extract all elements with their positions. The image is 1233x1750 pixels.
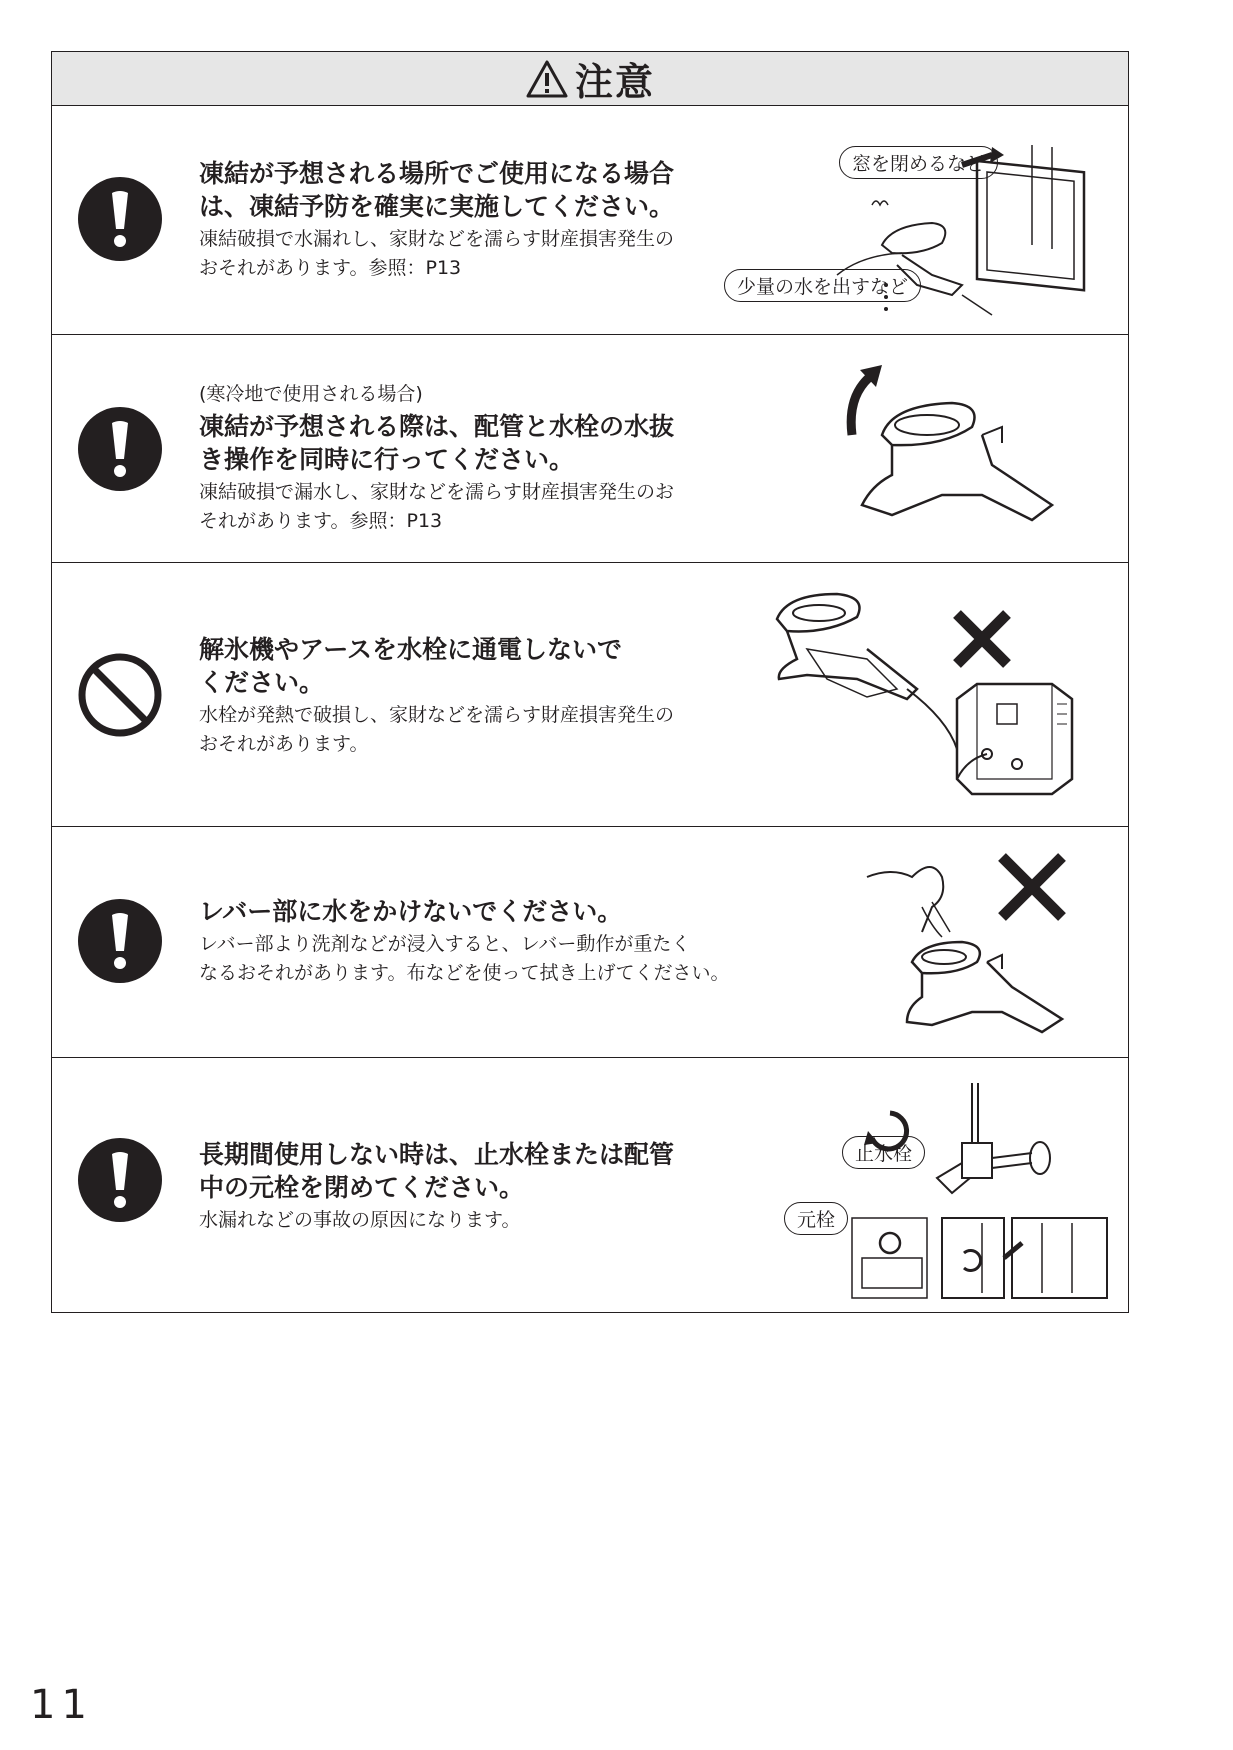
caution-box xyxy=(51,51,1129,1313)
caution-header xyxy=(52,52,1128,106)
caution-body: 凍結破損で水漏れし、家財などを濡らす財産損害発生の おそれがあります。参照：P13 xyxy=(199,228,675,279)
exclamation-icon xyxy=(78,899,162,983)
label-run-water: 少量の水を出すなど xyxy=(724,269,921,302)
caution-body: 水栓が発熱で破損し、家財などを濡らす財産損害発生の おそれがあります。 xyxy=(199,704,675,755)
caution-condition: (寒冷地で使用される場合) xyxy=(199,383,423,405)
caution-heading: 長期間使用しない時は、止水栓または配管 中の元栓を閉めてください。 xyxy=(199,1140,675,1202)
caution-item xyxy=(52,105,1128,335)
prohibition-icon xyxy=(78,653,162,737)
label-close-window: 窓を閉めるなど xyxy=(839,146,998,179)
caution-heading: 凍結が予想される場所でご使用になる場合 は、凍結予防を確実に実施してください。 xyxy=(199,159,675,221)
thawing-device-illustration xyxy=(767,579,1127,804)
page-number: 11 xyxy=(30,1682,93,1728)
label-main-valve: 元栓 xyxy=(784,1202,848,1235)
caution-body: レバー部より洗剤などが浸入すると、レバー動作が重たく なるおそれがあります。布などを使って拭き上げてください。 xyxy=(199,933,730,984)
caution-text xyxy=(199,1138,759,1235)
caution-heading: 解氷機やアースを水栓に通電しないで ください。 xyxy=(199,635,623,697)
caution-item xyxy=(52,827,1128,1058)
caution-heading: レバー部に水をかけないでください。 xyxy=(199,897,623,926)
warning-triangle-icon xyxy=(525,59,569,99)
water-splash-lever-illustration xyxy=(862,847,1112,1047)
caution-item xyxy=(52,335,1128,563)
caution-item xyxy=(52,563,1128,827)
exclamation-icon xyxy=(78,1138,162,1222)
caution-heading: 凍結が予想される際は、配管と水栓の水抜 き操作を同時に行ってください。 xyxy=(199,412,675,474)
caution-text xyxy=(199,157,759,283)
caution-text xyxy=(199,379,759,536)
caution-body: 凍結破損で漏水し、家財などを濡らす財産損害発生のお それがあります。参照：P13 xyxy=(199,481,675,532)
caution-text xyxy=(199,895,799,988)
exclamation-icon xyxy=(78,177,162,261)
faucet-lever-up-illustration xyxy=(832,355,1112,545)
caution-text xyxy=(199,633,759,759)
caution-title: 注意 xyxy=(574,60,655,104)
shutoff-valve-illustration xyxy=(842,1083,1122,1303)
exclamation-icon xyxy=(78,407,162,491)
caution-body: 水漏れなどの事故の原因になります。 xyxy=(199,1209,521,1231)
label-shutoff-valve: 止水栓 xyxy=(842,1136,925,1169)
caution-item xyxy=(52,1058,1128,1314)
